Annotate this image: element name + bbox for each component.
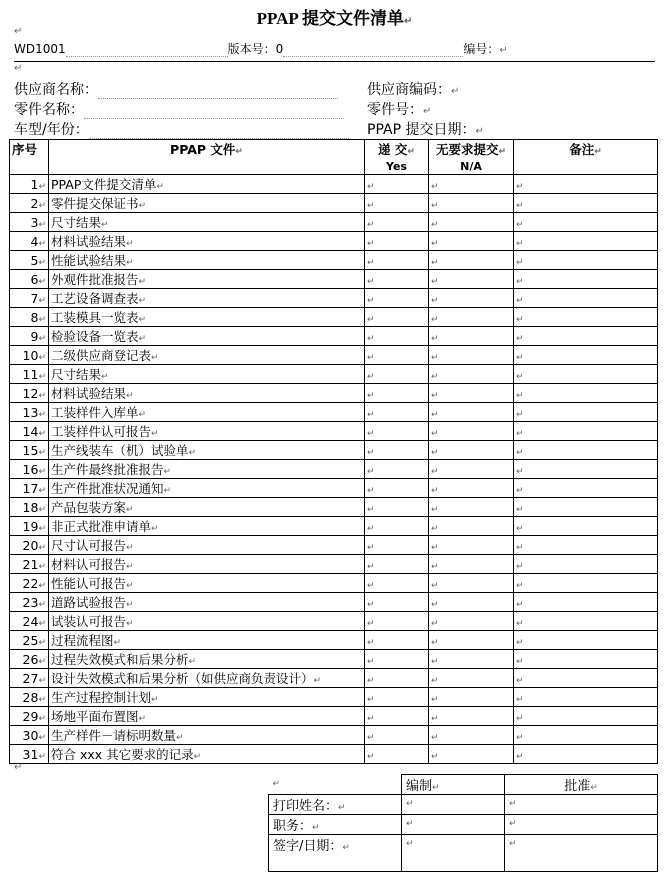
row-number: 5↵ <box>10 251 49 270</box>
submit-cell[interactable]: ↵ <box>365 612 429 631</box>
document-name: 检验设备一览表↵ <box>49 327 365 346</box>
page-title: PPAP 提交文件清单↵ <box>256 9 413 28</box>
table-row <box>10 688 658 707</box>
header-seq: 序号 <box>10 140 49 175</box>
row-number: 8↵ <box>10 308 49 327</box>
document-name: 工艺设备调查表↵ <box>49 289 365 308</box>
submit-cell[interactable]: ↵ <box>365 441 429 460</box>
remark-cell[interactable]: ↵ <box>514 460 658 479</box>
sign-blank-cell: ↵ <box>269 775 402 795</box>
not-required-cell[interactable]: ↵ <box>429 650 514 669</box>
submit-cell[interactable]: ↵ <box>365 194 429 213</box>
submit-cell[interactable]: ↵ <box>365 631 429 650</box>
row-number: 23↵ <box>10 593 49 612</box>
table-row <box>10 498 658 517</box>
paragraph-mark: ↵ <box>14 63 23 74</box>
remark-cell[interactable]: ↵ <box>514 308 658 327</box>
table-row <box>10 707 658 726</box>
not-required-cell[interactable]: ↵ <box>429 232 514 251</box>
version-label: 版本号： <box>227 42 276 56</box>
submit-cell[interactable]: ↵ <box>365 688 429 707</box>
row-number: 17↵ <box>10 479 49 498</box>
paragraph-mark: ↵ <box>14 26 23 37</box>
table-row <box>10 289 658 308</box>
remark-cell[interactable]: ↵ <box>514 650 658 669</box>
print-name-row <box>269 795 658 815</box>
row-number: 14↵ <box>10 422 49 441</box>
table-row <box>10 536 658 555</box>
not-required-cell[interactable]: ↵ <box>429 194 514 213</box>
document-name: 尺寸结果↵ <box>49 213 365 232</box>
row-number: 19↵ <box>10 517 49 536</box>
document-name: 过程失效模式和后果分析↵ <box>49 650 365 669</box>
submit-cell[interactable]: ↵ <box>365 555 429 574</box>
table-row <box>10 384 658 403</box>
not-required-cell[interactable]: ↵ <box>429 536 514 555</box>
table-row <box>10 650 658 669</box>
remark-cell[interactable]: ↵ <box>514 403 658 422</box>
document-name: 生产件批准状况通知↵ <box>49 479 365 498</box>
row-number: 18↵ <box>10 498 49 517</box>
remark-cell[interactable]: ↵ <box>514 289 658 308</box>
document-name: PPAP文件提交清单↵ <box>49 175 365 194</box>
remark-cell[interactable]: ↵ <box>514 251 658 270</box>
document-name: 试装认可报告↵ <box>49 612 365 631</box>
submit-cell[interactable]: ↵ <box>365 346 429 365</box>
version-value: 0 <box>275 42 284 56</box>
row-number: 3↵ <box>10 213 49 232</box>
submit-cell[interactable]: ↵ <box>365 175 429 194</box>
not-required-cell[interactable]: ↵ <box>429 289 514 308</box>
document-name: 生产样件－请标明数量↵ <box>49 726 365 745</box>
row-number: 28↵ <box>10 688 49 707</box>
table-row <box>10 194 658 213</box>
table-row <box>10 631 658 650</box>
table-row <box>10 669 658 688</box>
not-required-cell[interactable]: ↵ <box>429 726 514 745</box>
row-number: 31↵ <box>10 745 49 764</box>
supplier-name-label: 供应商名称： <box>14 79 338 99</box>
document-name: 工装模具一览表↵ <box>49 308 365 327</box>
not-required-cell[interactable]: ↵ <box>429 460 514 479</box>
row-number: 22↵ <box>10 574 49 593</box>
row-number: 13↵ <box>10 403 49 422</box>
submit-cell[interactable]: ↵ <box>365 327 429 346</box>
document-name: 尺寸认可报告↵ <box>49 536 365 555</box>
remark-cell[interactable]: ↵ <box>514 593 658 612</box>
submit-cell[interactable]: ↵ <box>365 270 429 289</box>
position-row <box>269 815 658 835</box>
sign-date-approve-field[interactable]: ↵ <box>505 835 658 872</box>
document-name: 产品包装方案↵ <box>49 498 365 517</box>
header-rule <box>14 61 655 62</box>
row-number: 30↵ <box>10 726 49 745</box>
submit-cell[interactable]: ↵ <box>365 251 429 270</box>
table-row <box>10 555 658 574</box>
not-required-cell[interactable]: ↵ <box>429 213 514 232</box>
row-number: 1↵ <box>10 175 49 194</box>
document-name: 非正式批准申请单↵ <box>49 517 365 536</box>
number-label: 编号： <box>463 42 500 56</box>
remark-cell[interactable]: ↵ <box>514 194 658 213</box>
document-name: 道路试验报告↵ <box>49 593 365 612</box>
supplier-code-label: 供应商编码：↵ <box>367 82 460 98</box>
table-row <box>10 479 658 498</box>
document-name: 生产件最终批准报告↵ <box>49 460 365 479</box>
remark-cell[interactable]: ↵ <box>514 365 658 384</box>
doc-number: WD1001 <box>14 42 66 56</box>
not-required-cell[interactable]: ↵ <box>429 384 514 403</box>
remark-cell[interactable]: ↵ <box>514 612 658 631</box>
not-required-cell[interactable]: ↵ <box>429 612 514 631</box>
not-required-cell[interactable]: ↵ <box>429 745 514 764</box>
remark-cell[interactable]: ↵ <box>514 536 658 555</box>
remark-cell[interactable]: ↵ <box>514 745 658 764</box>
row-number: 12↵ <box>10 384 49 403</box>
table-row <box>10 574 658 593</box>
remark-cell[interactable]: ↵ <box>514 707 658 726</box>
table-row <box>10 327 658 346</box>
table-header-row <box>10 140 658 175</box>
not-required-cell[interactable]: ↵ <box>429 251 514 270</box>
not-required-cell[interactable]: ↵ <box>429 365 514 384</box>
document-name: 材料试验结果↵ <box>49 232 365 251</box>
not-required-cell[interactable]: ↵ <box>429 555 514 574</box>
row-number: 27↵ <box>10 669 49 688</box>
not-required-cell[interactable]: ↵ <box>429 175 514 194</box>
submit-cell[interactable]: ↵ <box>365 384 429 403</box>
doc-meta-line: WD1001 版本号：0 编号：↵ <box>14 42 508 56</box>
remark-cell[interactable]: ↵ <box>514 669 658 688</box>
row-number: 4↵ <box>10 232 49 251</box>
submit-cell[interactable]: ↵ <box>365 650 429 669</box>
row-number: 26↵ <box>10 650 49 669</box>
not-required-cell[interactable]: ↵ <box>429 688 514 707</box>
part-name-label: 零件名称： <box>14 99 344 119</box>
table-row <box>10 213 658 232</box>
not-required-cell[interactable]: ↵ <box>429 270 514 289</box>
not-required-cell[interactable]: ↵ <box>429 593 514 612</box>
print-name-approve-field[interactable]: ↵ <box>505 795 658 815</box>
submit-cell[interactable]: ↵ <box>365 669 429 688</box>
document-name: 材料认可报告↵ <box>49 555 365 574</box>
row-number: 20↵ <box>10 536 49 555</box>
submit-cell[interactable]: ↵ <box>365 707 429 726</box>
position-label: 职务：↵ <box>269 815 402 835</box>
submit-cell[interactable]: ↵ <box>365 365 429 384</box>
row-number: 21↵ <box>10 555 49 574</box>
not-required-cell[interactable]: ↵ <box>429 422 514 441</box>
document-name: 性能试验结果↵ <box>49 251 365 270</box>
row-number: 25↵ <box>10 631 49 650</box>
header-remark: 备注↵ <box>514 140 658 175</box>
not-required-cell[interactable]: ↵ <box>429 631 514 650</box>
submit-cell[interactable]: ↵ <box>365 308 429 327</box>
document-name: 外观件批准报告↵ <box>49 270 365 289</box>
row-number: 10↵ <box>10 346 49 365</box>
submit-cell[interactable]: ↵ <box>365 422 429 441</box>
sign-date-compile-field[interactable]: ↵ <box>402 835 505 872</box>
submit-cell[interactable]: ↵ <box>365 574 429 593</box>
table-row <box>10 365 658 384</box>
approve-header: 批准↵ <box>505 775 658 795</box>
header-submit: 递 交↵ Yes <box>365 140 429 175</box>
row-number: 15↵ <box>10 441 49 460</box>
row-number: 16↵ <box>10 460 49 479</box>
row-number: 2↵ <box>10 194 49 213</box>
remark-cell[interactable]: ↵ <box>514 213 658 232</box>
part-number-label: 零件号：↵ <box>367 102 432 118</box>
submit-cell[interactable]: ↵ <box>365 403 429 422</box>
document-name: 过程流程图↵ <box>49 631 365 650</box>
document-name: 二级供应商登记表↵ <box>49 346 365 365</box>
remark-cell[interactable]: ↵ <box>514 327 658 346</box>
compile-header: 编制↵ <box>402 775 505 795</box>
table-row <box>10 460 658 479</box>
remark-cell[interactable]: ↵ <box>514 555 658 574</box>
submit-cell[interactable]: ↵ <box>365 479 429 498</box>
remark-cell[interactable]: ↵ <box>514 631 658 650</box>
document-name: 性能认可报告↵ <box>49 574 365 593</box>
header-not-required: 无要求提交↵ N/A <box>429 140 514 175</box>
document-name: 尺寸结果↵ <box>49 365 365 384</box>
remark-cell[interactable]: ↵ <box>514 270 658 289</box>
table-row <box>10 308 658 327</box>
submit-cell[interactable]: ↵ <box>365 213 429 232</box>
position-compile-field[interactable]: ↵ <box>402 815 505 835</box>
submit-cell[interactable]: ↵ <box>365 726 429 745</box>
signature-table <box>268 774 658 872</box>
submit-cell[interactable]: ↵ <box>365 517 429 536</box>
remark-cell[interactable]: ↵ <box>514 232 658 251</box>
document-name: 场地平面布置图↵ <box>49 707 365 726</box>
document-name: 工装样件认可报告↵ <box>49 422 365 441</box>
remark-cell[interactable]: ↵ <box>514 441 658 460</box>
position-approve-field[interactable]: ↵ <box>505 815 658 835</box>
remark-cell[interactable]: ↵ <box>514 574 658 593</box>
not-required-cell[interactable]: ↵ <box>429 441 514 460</box>
document-name: 材料试验结果↵ <box>49 384 365 403</box>
sign-date-label: 签字/日期：↵ <box>269 835 402 872</box>
row-number: 24↵ <box>10 612 49 631</box>
signature-header-row <box>269 775 658 795</box>
remark-cell[interactable]: ↵ <box>514 384 658 403</box>
document-name: 工装样件入库单↵ <box>49 403 365 422</box>
not-required-cell[interactable]: ↵ <box>429 498 514 517</box>
document-name: 符合 xxx 其它要求的记录↵ <box>49 745 365 764</box>
submit-cell[interactable]: ↵ <box>365 232 429 251</box>
not-required-cell[interactable]: ↵ <box>429 669 514 688</box>
submit-cell[interactable]: ↵ <box>365 593 429 612</box>
table-row <box>10 612 658 631</box>
table-row <box>10 726 658 745</box>
remark-cell[interactable]: ↵ <box>514 498 658 517</box>
sign-date-row <box>269 835 658 872</box>
remark-cell[interactable]: ↵ <box>514 726 658 745</box>
ppap-document-table <box>9 139 658 764</box>
row-number: 6↵ <box>10 270 49 289</box>
row-number: 9↵ <box>10 327 49 346</box>
not-required-cell[interactable]: ↵ <box>429 403 514 422</box>
not-required-cell[interactable]: ↵ <box>429 327 514 346</box>
row-number: 7↵ <box>10 289 49 308</box>
remark-cell[interactable]: ↵ <box>514 479 658 498</box>
remark-cell[interactable]: ↵ <box>514 175 658 194</box>
not-required-cell[interactable]: ↵ <box>429 574 514 593</box>
print-name-label: 打印姓名：↵ <box>269 795 402 815</box>
vehicle-year-label: 车型/年份： <box>14 119 349 139</box>
not-required-cell[interactable]: ↵ <box>429 308 514 327</box>
header-document: PPAP 文件↵ <box>49 140 365 175</box>
ppap-date-label: PPAP 提交日期：↵ <box>367 122 484 138</box>
not-required-cell[interactable]: ↵ <box>429 479 514 498</box>
remark-cell[interactable]: ↵ <box>514 346 658 365</box>
table-row <box>10 593 658 612</box>
table-row <box>10 270 658 289</box>
print-name-compile-field[interactable]: ↵ <box>402 795 505 815</box>
table-row <box>10 517 658 536</box>
submit-cell[interactable]: ↵ <box>365 289 429 308</box>
remark-cell[interactable]: ↵ <box>514 517 658 536</box>
table-row <box>10 232 658 251</box>
table-row <box>10 745 658 764</box>
remark-cell[interactable]: ↵ <box>514 688 658 707</box>
table-row <box>10 251 658 270</box>
document-name: 零件提交保证书↵ <box>49 194 365 213</box>
table-row <box>10 422 658 441</box>
table-row <box>10 175 658 194</box>
submit-cell[interactable]: ↵ <box>365 498 429 517</box>
document-name: 生产线装车（机）试验单↵ <box>49 441 365 460</box>
paragraph-mark: ↵ <box>14 762 23 773</box>
document-name: 设计失效模式和后果分析（如供应商负责设计）↵ <box>49 669 365 688</box>
row-number: 11↵ <box>10 365 49 384</box>
submit-cell[interactable]: ↵ <box>365 745 429 764</box>
table-row <box>10 346 658 365</box>
submit-cell[interactable]: ↵ <box>365 460 429 479</box>
remark-cell[interactable]: ↵ <box>514 422 658 441</box>
not-required-cell[interactable]: ↵ <box>429 346 514 365</box>
submit-cell[interactable]: ↵ <box>365 536 429 555</box>
table-row <box>10 441 658 460</box>
row-number: 29↵ <box>10 707 49 726</box>
not-required-cell[interactable]: ↵ <box>429 707 514 726</box>
table-row <box>10 403 658 422</box>
document-name: 生产过程控制计划↵ <box>49 688 365 707</box>
not-required-cell[interactable]: ↵ <box>429 517 514 536</box>
